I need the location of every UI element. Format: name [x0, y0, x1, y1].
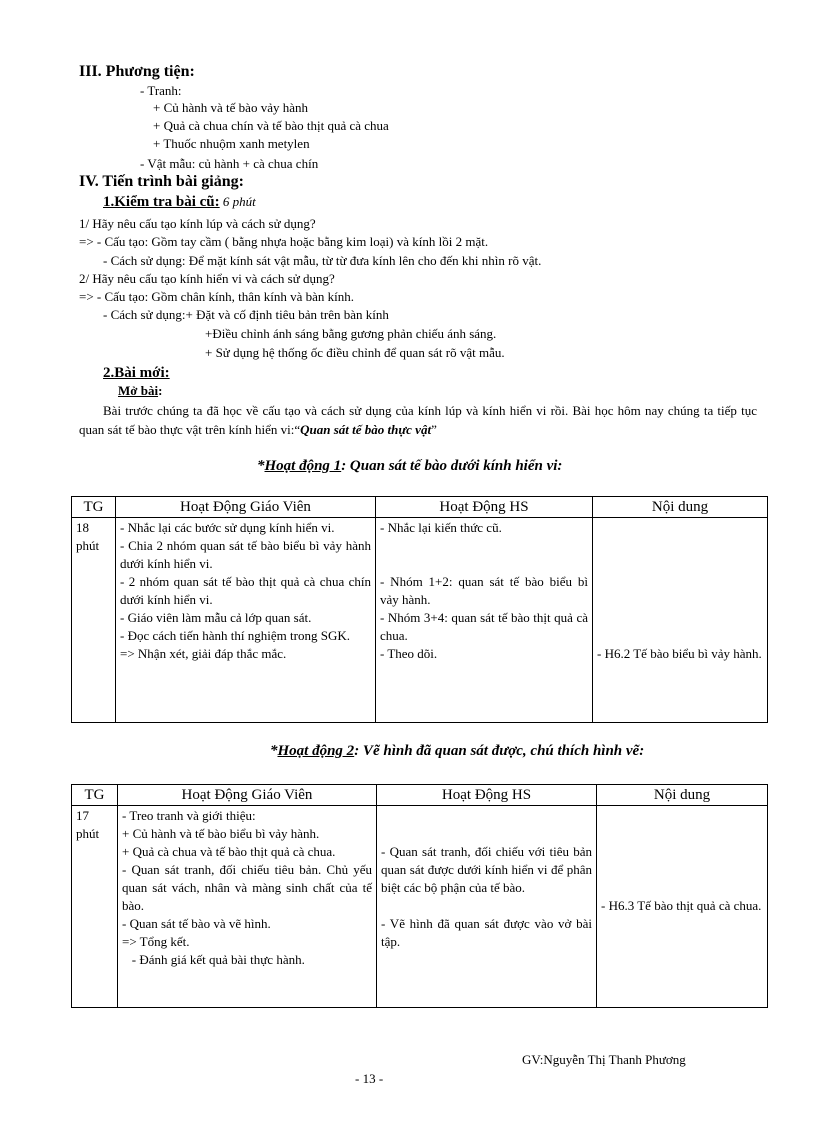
- list-item: - Tranh:: [140, 83, 182, 98]
- gv-cell: [118, 806, 377, 1008]
- activity-2-label: Hoạt động 2: [277, 743, 355, 759]
- activity-1-title: [257, 458, 562, 475]
- table-row: [72, 806, 768, 1008]
- list-item: + Quả cà chua chín và tế bào thịt quả cà chua: [153, 118, 389, 133]
- header-nd: Nội dung: [597, 785, 768, 806]
- tg-unit: phút: [76, 538, 100, 553]
- gv-line: - 2 nhóm quan sát tế bào thịt quả cà chua chín dưới kính hiển vi.: [120, 574, 371, 607]
- header-tg: TG: [72, 785, 118, 806]
- section-3-heading: III. Phương tiện:: [79, 63, 195, 80]
- mobai-text: Bài trước chúng ta đã học về cấu tạo và cách sử dụng của kính lúp và kính hiển vi rồi. Bài học hôm nay chúng ta tiếp tục quan sát tế bào thực vật trên kính hiển vi:“: [79, 403, 757, 437]
- kiemtra-title: 1.Kiểm tra bài cũ:: [103, 194, 220, 210]
- header-nd: Nội dung: [593, 497, 768, 518]
- question-line: 2/ Hãy nêu cấu tạo kính hiển vi và cách sử dụng?: [79, 271, 335, 286]
- answer-line: => - Cấu tạo: Gồm chân kính, thân kính và bàn kính.: [79, 289, 354, 304]
- tg-value: 18: [76, 520, 89, 535]
- tg-cell: [72, 806, 118, 1008]
- title-prefix: *: [257, 458, 265, 474]
- gv-line: - Đánh giá kết quả bài thực hành.: [122, 952, 305, 967]
- gv-line: + Củ hành và tế bào biểu bì vảy hành.: [122, 826, 320, 841]
- header-gv: Hoạt Động Giáo Viên: [116, 497, 376, 518]
- gv-line: => Tổng kết.: [122, 934, 190, 949]
- hs-cell: [377, 806, 597, 1008]
- tg-unit: phút: [76, 826, 100, 841]
- gv-line: => Nhận xét, giải đáp thắc mắc.: [120, 646, 287, 661]
- table-header-row: [72, 785, 768, 806]
- gv-line: - Quan sát tế bào và vẽ hình.: [122, 916, 271, 931]
- nd-cell: [597, 806, 768, 1008]
- table-row: [72, 518, 768, 723]
- list-item: + Thuốc nhuộm xanh metylen: [153, 136, 310, 151]
- nd-line: - H6.3 Tế bào thịt quả cà chua.: [601, 898, 762, 913]
- table-header-row: [72, 497, 768, 518]
- list-item: + Củ hành và tế bào vảy hành: [153, 100, 308, 115]
- header-gv: Hoạt Động Giáo Viên: [118, 785, 377, 806]
- mobai-title: Quan sát tế bào thực vật: [300, 422, 432, 437]
- gv-line: - Đọc cách tiến hành thí nghiệm trong SGK.: [120, 628, 350, 643]
- baimoi-heading: 2.Bài mới:: [103, 365, 170, 381]
- hs-line: - Nhắc lại kiến thức cũ.: [380, 520, 502, 535]
- gv-line: + Quả cà chua và tế bào thịt quả cà chua.: [122, 844, 336, 859]
- mobai-paragraph: [79, 401, 757, 439]
- header-hs: Hoạt Động HS: [377, 785, 597, 806]
- section-4-heading: IV. Tiến trình bài giảng:: [79, 173, 244, 190]
- kiemtra-heading: [103, 193, 256, 212]
- activity-2-title: [270, 743, 644, 760]
- gv-cell: [116, 518, 376, 723]
- nd-line: - H6.2 Tế bào biểu bì vảy hành.: [597, 646, 762, 661]
- kiemtra-time: 6 phút: [222, 194, 256, 209]
- mobai-label: Mở bài: [118, 383, 159, 398]
- answer-line: - Cách sử dụng: Để mặt kính sát vật mẫu, từ từ đưa kính lên cho đến khi nhìn rõ vật.: [103, 253, 542, 268]
- gv-line: - Giáo viên làm mẫu cả lớp quan sát.: [120, 610, 312, 625]
- tg-value: 17: [76, 808, 89, 823]
- hs-line: - Vẽ hình đã quan sát được vào vở bài tập.: [381, 916, 592, 949]
- page-number: - 13 -: [355, 1071, 384, 1086]
- list-item: - Vật mẫu: củ hành + cà chua chín: [140, 156, 319, 171]
- tg-cell: [72, 518, 116, 723]
- answer-line: + Sử dụng hệ thống ốc điều chỉnh để quan sát rõ vật mẫu.: [205, 345, 505, 360]
- header-hs: Hoạt Động HS: [376, 497, 593, 518]
- nd-cell: [593, 518, 768, 723]
- hs-line: - Nhóm 1+2: quan sát tế bào biểu bì vảy hành.: [380, 574, 588, 607]
- activity-1-title-rest: : Quan sát tế bào dưới kính hiển vi:: [341, 458, 563, 474]
- gv-line: - Chia 2 nhóm quan sát tế bào biểu bì vảy hành dưới kính hiển vi.: [120, 538, 371, 571]
- activity-2-title-rest: : Vẽ hình đã quan sát được, chú thích hình vẽ:: [354, 743, 645, 759]
- hs-line: - Quan sát tranh, đối chiếu với tiêu bản quan sát được dưới kính hiển vi để phân biệt các bộ phận của tế bào.: [381, 844, 592, 895]
- author-signature: GV:Nguyễn Thị Thanh Phương: [522, 1052, 686, 1067]
- answer-line: - Cách sử dụng:+ Đặt và cố định tiêu bản trên bàn kính: [103, 307, 389, 322]
- hs-cell: [376, 518, 593, 723]
- activity-2-table: [71, 784, 768, 1008]
- gv-line: - Quan sát tranh, đối chiếu tiêu bản. Chủ yếu quan sát vách, nhân và màng sinh chất của tế bào.: [122, 862, 372, 913]
- gv-line: - Nhắc lại các bước sử dụng kính hiển vi.: [120, 520, 335, 535]
- activity-1-label: Hoạt động 1: [264, 458, 342, 474]
- title-prefix: *: [270, 743, 278, 759]
- answer-line: +Điều chỉnh ánh sáng bằng gương phản chiếu ánh sáng.: [205, 326, 497, 341]
- answer-line: => - Cấu tạo: Gồm tay cầm ( bằng nhựa hoặc bằng kim loại) và kính lồi 2 mặt.: [79, 234, 489, 249]
- mobai-heading: Mở bài:: [118, 383, 163, 398]
- activity-1-table: [71, 496, 768, 723]
- gv-line: - Treo tranh và giới thiệu:: [122, 808, 256, 823]
- question-line: 1/ Hãy nêu cấu tạo kính lúp và cách sử dụng?: [79, 216, 316, 231]
- mobai-close: ”: [431, 422, 437, 437]
- hs-line: - Theo dõi.: [380, 646, 438, 661]
- header-tg: TG: [72, 497, 116, 518]
- hs-line: - Nhóm 3+4: quan sát tế bào thịt quả cà chua.: [380, 610, 588, 643]
